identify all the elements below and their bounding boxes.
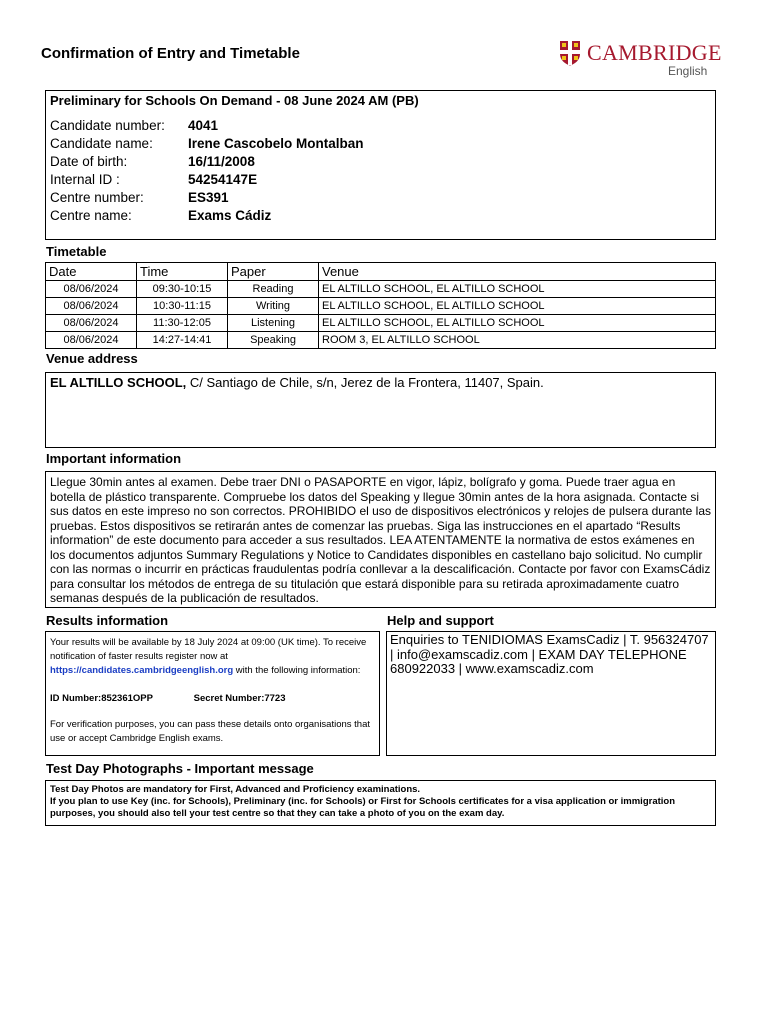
paper-cell: Listening [228,315,319,332]
time-cell: 10:30-11:15 [137,298,228,315]
credentials-row [50,692,375,706]
results-link[interactable]: https://candidates.cambridgeenglish.org [50,665,234,676]
cambridge-shield-icon [559,40,581,66]
date-cell: 08/06/2024 [46,281,137,298]
venue-name: EL ALTILLO SCHOOL, [50,375,187,390]
candidate-details-box [45,90,716,240]
column-header-date: Date [46,263,137,281]
field-label: Date of birth: [50,154,128,169]
column-header-paper: Paper [228,263,319,281]
internal-id-value: 54254147E [188,172,258,187]
paper-cell: Writing [228,298,319,315]
secret-number: Secret Number:7723 [193,693,286,704]
help-support-text: Enquiries to TENIDIOMAS ExamsCadiz | T. 956324707 | info@examscadiz.com | EXAM DAY TELEPHONE 680922033 | www.examscadiz.com [390,632,709,676]
verification-text: For verification purposes, you can pass these details onto organisations that use or accept Cambridge English exams. [50,719,371,744]
table-row [46,281,716,298]
results-information-heading: Results information [46,613,169,628]
date-of-birth-value: 16/11/2008 [188,154,255,169]
results-intro-end: with the following information: [233,665,361,676]
candidate-number-value: 4041 [188,118,219,133]
id-number: ID Number:852361OPP [50,693,153,704]
field-label: Candidate name: [50,136,153,151]
time-cell: 14:27-14:41 [137,332,228,349]
important-information-box [45,471,716,608]
venue-address-text [50,375,544,390]
venue-street-address: C/ Santiago de Chile, s/n, Jerez de la Frontera, 11407, Spain. [186,375,544,390]
photographs-line-1: Test Day Photos are mandatory for First, Advanced and Proficiency examinations. [50,784,421,795]
page-title: Confirmation of Entry and Timetable [41,45,300,62]
column-header-venue: Venue [319,263,716,281]
venue-cell: EL ALTILLO SCHOOL, EL ALTILLO SCHOOL [319,298,716,315]
venue-cell: EL ALTILLO SCHOOL, EL ALTILLO SCHOOL [319,281,716,298]
table-row [46,298,716,315]
paper-cell: Speaking [228,332,319,349]
table-row [46,332,716,349]
timetable-heading: Timetable [46,244,107,259]
date-cell: 08/06/2024 [46,332,137,349]
exam-title: Preliminary for Schools On Demand - 08 June 2024 AM (PB) [50,93,419,108]
time-cell: 09:30-10:15 [137,281,228,298]
time-cell: 11:30-12:05 [137,315,228,332]
venue-address-box [45,372,716,448]
timetable-table [45,262,716,349]
logo-subtitle: English [668,64,708,78]
field-label: Centre name: [50,208,132,223]
photographs-heading: Test Day Photographs - Important message [46,761,314,776]
cambridge-logo [559,40,722,80]
field-label: Candidate number: [50,118,165,133]
venue-address-heading: Venue address [46,351,138,366]
field-label: Internal ID : [50,172,120,187]
date-cell: 08/06/2024 [46,315,137,332]
table-row [46,315,716,332]
venue-cell: ROOM 3, EL ALTILLO SCHOOL [319,332,716,349]
important-information-heading: Important information [46,451,182,466]
candidate-name-value: Irene Cascobelo Montalban [188,136,364,151]
centre-name-value: Exams Cádiz [188,208,272,223]
table-header-row [46,263,716,281]
field-label: Centre number: [50,190,144,205]
results-information-box [45,631,380,756]
logo-wordmark: CAMBRIDGE [587,40,722,65]
photographs-line-2: If you plan to use Key (inc. for Schools), Preliminary (inc. for Schools) or First for Schools certificates for a visa application or immigration purposes, you should also tell your test centre so that they can take a photo of you on the exam day. [50,796,676,819]
results-information-text [50,636,375,746]
help-support-heading: Help and support [387,613,494,628]
column-header-time: Time [137,263,228,281]
results-intro: Your results will be available by 18 July 2024 at 09:00 (UK time). To receive notification of faster results register now at [50,637,367,662]
paper-cell: Reading [228,281,319,298]
venue-cell: EL ALTILLO SCHOOL, EL ALTILLO SCHOOL [319,315,716,332]
centre-number-value: ES391 [188,190,229,205]
important-information-text: Llegue 30min antes al examen. Debe traer DNI o PASAPORTE en vigor, lápiz, bolígrafo y goma. Puede traer agua en botella de plástico transparente. Compruebe los datos del Speaking y llegue 30min antes de la hora asignada. Contacte si sus datos en este impreso no son correctos. PROHIBIDO el uso de dispositivos electrónicos y relojes de pulsera durante las pruebas. Estos dispositivos se retirarán antes de comenzar las pruebas. Siga las instrucciones en el apartado “Results information” de este documento para acceder a sus resultados. LEA ATENTAMENTE la normativa de estos exámenes en los documentos adjuntos Summary Regulations y Notice to Candidates disponibles en castellano bajo solicitud. No cumplir con las normas o incurrir en prácticas fraudulentas podría conllevar a la descalificación. Contacte por favor con ExamsCádiz para consultar los métodos de entrega de su titulación que estará disponible para su retirada aproximadamente cuatro semanas después de la publicación de resultados. [50,475,711,605]
date-cell: 08/06/2024 [46,298,137,315]
help-support-box [386,631,716,756]
photographs-box [45,780,716,826]
photographs-text [50,784,711,820]
